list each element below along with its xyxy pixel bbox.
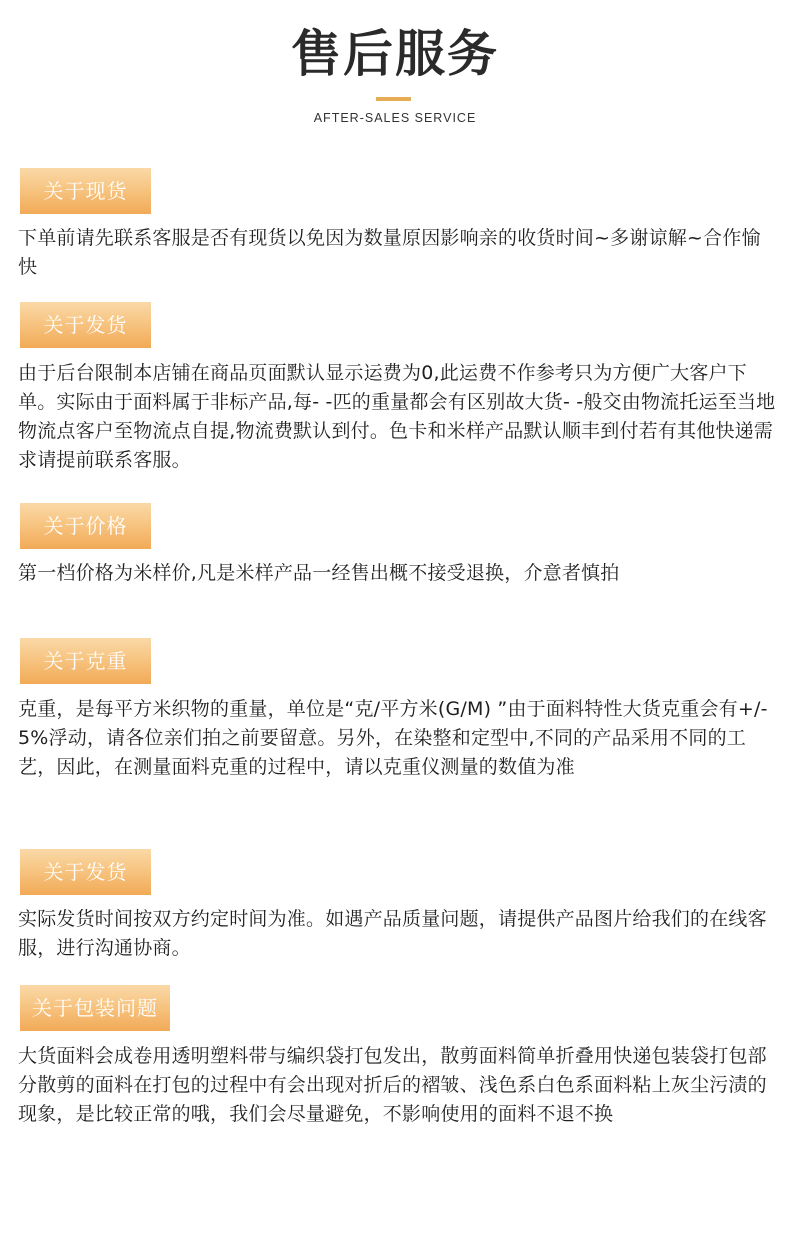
section-body-price: 第一档价格为米样价,凡是米样产品一经售出概不接受退换，介意者慎拍 bbox=[18, 562, 620, 584]
section-heading-delivery-time: 关于发货 bbox=[20, 849, 151, 895]
section-heading-price: 关于价格 bbox=[20, 503, 151, 549]
section-heading-stock: 关于现货 bbox=[20, 168, 151, 214]
section-body-delivery-time: 实际发货时间按双方约定时间为准。如遇产品质量问题，请提供产品图片给我们的在线客服，进行沟通协商。 bbox=[18, 908, 767, 959]
section-body-weight: 克重，是每平方米织物的重量，单位是“克/平方米(G/M) ”由于面料特性大货克重会有+/-5%浮动，请各位亲们拍之前要留意。另外，在染整和定型中,不同的产品采用不同的工艺，因此，在测量面料克重的过程中，请以克重仪测量的数值为准 bbox=[18, 698, 768, 778]
section-heading-packaging: 关于包装问题 bbox=[20, 985, 170, 1031]
section-body-stock: 下单前请先联系客服是否有现货以免因为数量原因影响亲的收货时间~多谢谅解~合作愉快 bbox=[18, 227, 761, 278]
section-body-shipping-fee: 由于后台限制本店铺在商品页面默认显示运费为0,此运费不作参考只为方便广大客户下单。实际由于面料属于非标产品,每- -匹的重量都会有区别故大货- -般交由物流托运至当地物流点客户至物流点自提,物流费默认到付。色卡和米样产品默认顺丰到付若有其他快递需求请提前联系客服。 bbox=[18, 362, 776, 471]
section-body-packaging: 大货面料会成卷用透明塑料带与编织袋打包发出，散剪面料简单折叠用快递包装袋打包部分散剪的面料在打包的过程中有会出现对折后的褶皱、浅色系白色系面料粘上灰尘污渍的现象，是比较正常的哦，我们会尽量避免，不影响使用的面料不退不换 bbox=[18, 1045, 767, 1125]
section-heading-shipping-fee: 关于发货 bbox=[20, 302, 151, 348]
page-title: 售后服务 bbox=[291, 25, 499, 83]
page-subtitle: AFTER-SALES SERVICE bbox=[313, 111, 477, 125]
title-accent-line bbox=[376, 97, 411, 101]
section-heading-weight: 关于克重 bbox=[20, 638, 151, 684]
